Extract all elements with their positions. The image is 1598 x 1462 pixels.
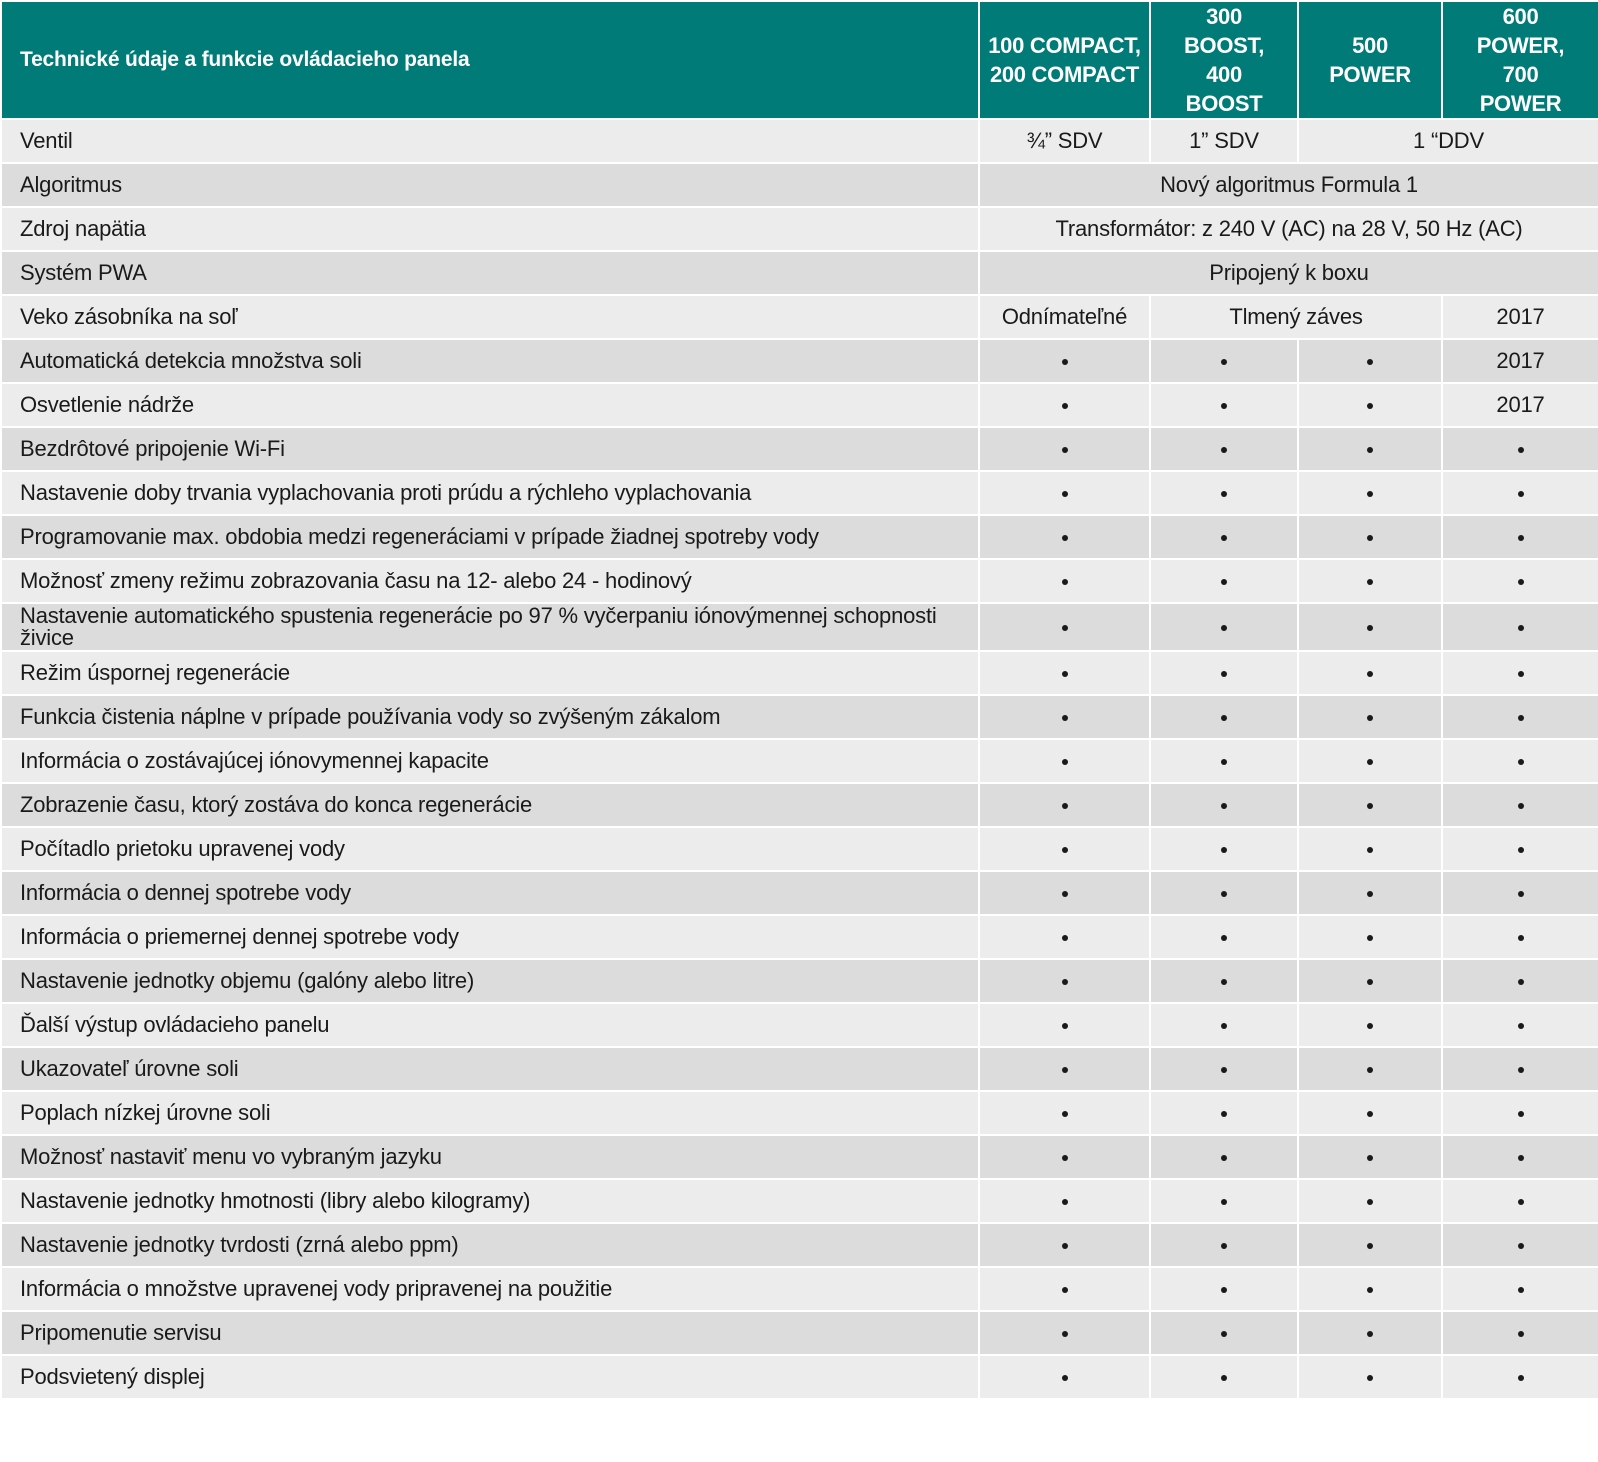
table-title: Technické údaje a funkcie ovládacieho panela xyxy=(1,1,979,119)
table-row xyxy=(1,1223,1598,1267)
value-cell xyxy=(1298,827,1442,871)
bullet-dot-icon xyxy=(1062,491,1068,497)
table-row xyxy=(1,1003,1598,1047)
table-row xyxy=(1,207,1598,251)
value-cell xyxy=(979,339,1150,383)
bullet-dot-icon xyxy=(1367,803,1373,809)
table-row xyxy=(1,915,1598,959)
value-cell xyxy=(979,959,1150,1003)
model-header-100-200-compact: 100 COMPACT, 200 COMPACT xyxy=(979,1,1150,119)
bullet-dot-icon xyxy=(1367,1155,1373,1161)
value-cell xyxy=(1298,383,1442,427)
table-row xyxy=(1,295,1598,339)
value-cell xyxy=(1298,915,1442,959)
value-cell xyxy=(1150,1091,1298,1135)
feature-label: Podsvietený displej xyxy=(1,1355,979,1399)
bullet-dot-icon xyxy=(1518,759,1524,765)
value-cell xyxy=(979,1003,1150,1047)
value-cell: Tlmený záves xyxy=(1150,295,1442,339)
table-row xyxy=(1,1311,1598,1355)
model-header-500-power: 500 POWER xyxy=(1298,1,1442,119)
bullet-dot-icon xyxy=(1062,447,1068,453)
value-cell xyxy=(1298,339,1442,383)
bullet-dot-icon xyxy=(1221,1375,1227,1381)
value-cell xyxy=(1442,515,1598,559)
value-cell xyxy=(1150,915,1298,959)
bullet-dot-icon xyxy=(1221,1199,1227,1205)
value-cell xyxy=(979,695,1150,739)
value-cell xyxy=(1150,783,1298,827)
bullet-dot-icon xyxy=(1367,979,1373,985)
value-cell: 1” SDV xyxy=(1150,119,1298,163)
feature-label: Zdroj napätia xyxy=(1,207,979,251)
bullet-dot-icon xyxy=(1367,759,1373,765)
bullet-dot-icon xyxy=(1367,447,1373,453)
value-cell xyxy=(1442,1047,1598,1091)
value-cell xyxy=(1150,1003,1298,1047)
value-cell xyxy=(1442,1355,1598,1399)
bullet-dot-icon xyxy=(1221,359,1227,365)
value-cell: 2017 xyxy=(1442,383,1598,427)
value-cell xyxy=(1442,1135,1598,1179)
value-cell xyxy=(1442,1003,1598,1047)
value-cell xyxy=(1442,739,1598,783)
feature-label: Režim úspornej regenerácie xyxy=(1,651,979,695)
value-cell xyxy=(979,559,1150,603)
value-cell: 1 “DDV xyxy=(1298,119,1598,163)
bullet-dot-icon xyxy=(1367,359,1373,365)
value-cell xyxy=(979,383,1150,427)
value-cell xyxy=(1298,559,1442,603)
table-row xyxy=(1,651,1598,695)
bullet-dot-icon xyxy=(1518,891,1524,897)
bullet-dot-icon xyxy=(1518,1111,1524,1117)
value-cell xyxy=(1298,959,1442,1003)
value-cell xyxy=(1150,871,1298,915)
feature-label: Nastavenie jednotky objemu (galóny alebo litre) xyxy=(1,959,979,1003)
table-header xyxy=(1,1,1598,119)
bullet-dot-icon xyxy=(1062,935,1068,941)
table-row xyxy=(1,1135,1598,1179)
bullet-dot-icon xyxy=(1221,1023,1227,1029)
feature-label: Nastavenie jednotky tvrdosti (zrná alebo ppm) xyxy=(1,1223,979,1267)
bullet-dot-icon xyxy=(1367,715,1373,721)
value-cell xyxy=(979,1311,1150,1355)
bullet-dot-icon xyxy=(1062,579,1068,585)
value-cell xyxy=(1442,783,1598,827)
bullet-dot-icon xyxy=(1221,1111,1227,1117)
value-cell xyxy=(1442,871,1598,915)
value-cell xyxy=(979,827,1150,871)
bullet-dot-icon xyxy=(1221,1155,1227,1161)
bullet-dot-icon xyxy=(1221,535,1227,541)
bullet-dot-icon xyxy=(1367,1287,1373,1293)
table-row xyxy=(1,119,1598,163)
bullet-dot-icon xyxy=(1062,403,1068,409)
bullet-dot-icon xyxy=(1367,1331,1373,1337)
feature-label: Informácia o dennej spotrebe vody xyxy=(1,871,979,915)
feature-label: Ďalší výstup ovládacieho panelu xyxy=(1,1003,979,1047)
table-body xyxy=(1,119,1598,1399)
value-cell xyxy=(1150,1179,1298,1223)
value-cell xyxy=(1298,1355,1442,1399)
value-cell xyxy=(1150,1355,1298,1399)
value-cell xyxy=(979,1091,1150,1135)
bullet-dot-icon xyxy=(1518,1375,1524,1381)
table-row xyxy=(1,959,1598,1003)
value-cell xyxy=(979,1355,1150,1399)
feature-label: Ukazovateľ úrovne soli xyxy=(1,1047,979,1091)
value-cell xyxy=(1442,959,1598,1003)
model-header-300-400-boost: 300 BOOST, 400 BOOST xyxy=(1150,1,1298,119)
value-cell xyxy=(1150,515,1298,559)
table-row xyxy=(1,163,1598,207)
value-cell xyxy=(1298,1311,1442,1355)
bullet-dot-icon xyxy=(1518,1331,1524,1337)
table-row xyxy=(1,695,1598,739)
model-header-600-700-power: 600 POWER, 700 POWER xyxy=(1442,1,1598,119)
bullet-dot-icon xyxy=(1367,671,1373,677)
bullet-dot-icon xyxy=(1221,1067,1227,1073)
bullet-dot-icon xyxy=(1221,803,1227,809)
bullet-dot-icon xyxy=(1367,491,1373,497)
bullet-dot-icon xyxy=(1518,625,1524,631)
bullet-dot-icon xyxy=(1367,625,1373,631)
bullet-dot-icon xyxy=(1062,671,1068,677)
value-cell: 2017 xyxy=(1442,339,1598,383)
value-cell xyxy=(1150,1135,1298,1179)
feature-label: Bezdrôtové pripojenie Wi-Fi xyxy=(1,427,979,471)
value-cell xyxy=(1442,471,1598,515)
value-cell xyxy=(979,1135,1150,1179)
table-row xyxy=(1,827,1598,871)
value-cell xyxy=(1150,427,1298,471)
value-cell xyxy=(1150,339,1298,383)
value-cell xyxy=(1150,695,1298,739)
bullet-dot-icon xyxy=(1367,1375,1373,1381)
table-row xyxy=(1,1091,1598,1135)
bullet-dot-icon xyxy=(1367,535,1373,541)
value-cell xyxy=(979,603,1150,651)
bullet-dot-icon xyxy=(1221,891,1227,897)
feature-label: Funkcia čistenia náplne v prípade používania vody so zvýšeným zákalom xyxy=(1,695,979,739)
bullet-dot-icon xyxy=(1062,1067,1068,1073)
value-cell xyxy=(1442,1179,1598,1223)
bullet-dot-icon xyxy=(1518,535,1524,541)
value-cell xyxy=(1298,1179,1442,1223)
bullet-dot-icon xyxy=(1062,1155,1068,1161)
table-row xyxy=(1,559,1598,603)
bullet-dot-icon xyxy=(1062,759,1068,765)
feature-label: Počítadlo prietoku upravenej vody xyxy=(1,827,979,871)
bullet-dot-icon xyxy=(1518,1067,1524,1073)
value-cell xyxy=(979,427,1150,471)
feature-label: Veko zásobníka na soľ xyxy=(1,295,979,339)
table-row xyxy=(1,1047,1598,1091)
value-cell xyxy=(1150,1223,1298,1267)
value-cell xyxy=(1298,1091,1442,1135)
bullet-dot-icon xyxy=(1367,1067,1373,1073)
value-cell xyxy=(1150,1047,1298,1091)
feature-label: Možnosť nastaviť menu vo vybraným jazyku xyxy=(1,1135,979,1179)
bullet-dot-icon xyxy=(1518,491,1524,497)
value-cell xyxy=(1150,827,1298,871)
feature-label: Systém PWA xyxy=(1,251,979,295)
bullet-dot-icon xyxy=(1367,1111,1373,1117)
bullet-dot-icon xyxy=(1518,1287,1524,1293)
value-cell xyxy=(979,1179,1150,1223)
value-cell xyxy=(979,915,1150,959)
value-cell xyxy=(1150,959,1298,1003)
table-row xyxy=(1,603,1598,651)
bullet-dot-icon xyxy=(1221,847,1227,853)
bullet-dot-icon xyxy=(1518,979,1524,985)
value-cell xyxy=(1298,427,1442,471)
value-cell xyxy=(979,1223,1150,1267)
bullet-dot-icon xyxy=(1221,1243,1227,1249)
bullet-dot-icon xyxy=(1221,579,1227,585)
bullet-dot-icon xyxy=(1062,1023,1068,1029)
value-cell xyxy=(1442,695,1598,739)
bullet-dot-icon xyxy=(1062,1243,1068,1249)
value-cell xyxy=(1298,1047,1442,1091)
value-cell xyxy=(1150,1311,1298,1355)
bullet-dot-icon xyxy=(1221,447,1227,453)
table-row xyxy=(1,783,1598,827)
value-cell xyxy=(1442,1267,1598,1311)
value-cell xyxy=(1298,1135,1442,1179)
value-cell xyxy=(1442,427,1598,471)
bullet-dot-icon xyxy=(1221,759,1227,765)
table-row xyxy=(1,339,1598,383)
value-cell xyxy=(1150,559,1298,603)
value-cell xyxy=(1150,651,1298,695)
table-row xyxy=(1,383,1598,427)
value-cell xyxy=(1298,783,1442,827)
bullet-dot-icon xyxy=(1221,1331,1227,1337)
value-cell xyxy=(1298,739,1442,783)
value-cell xyxy=(979,471,1150,515)
feature-label: Nastavenie automatického spustenia regenerácie po 97 % vyčerpaniu iónovýmennej schopnosti živice xyxy=(1,603,979,651)
bullet-dot-icon xyxy=(1062,1111,1068,1117)
feature-label: Zobrazenie času, ktorý zostáva do konca regenerácie xyxy=(1,783,979,827)
value-cell: Transformátor: z 240 V (AC) na 28 V, 50 Hz (AC) xyxy=(979,207,1598,251)
table-row xyxy=(1,871,1598,915)
bullet-dot-icon xyxy=(1518,847,1524,853)
feature-label: Informácia o zostávajúcej iónovymennej kapacite xyxy=(1,739,979,783)
bullet-dot-icon xyxy=(1221,1287,1227,1293)
bullet-dot-icon xyxy=(1367,1199,1373,1205)
value-cell xyxy=(1442,1223,1598,1267)
value-cell xyxy=(1442,559,1598,603)
bullet-dot-icon xyxy=(1062,1375,1068,1381)
bullet-dot-icon xyxy=(1221,625,1227,631)
table-row xyxy=(1,251,1598,295)
value-cell xyxy=(979,739,1150,783)
value-cell xyxy=(1150,383,1298,427)
bullet-dot-icon xyxy=(1518,1023,1524,1029)
feature-label: Možnosť zmeny režimu zobrazovania času na 12- alebo 24 - hodinový xyxy=(1,559,979,603)
value-cell xyxy=(979,1047,1150,1091)
bullet-dot-icon xyxy=(1518,1243,1524,1249)
feature-label: Informácia o množstve upravenej vody pripravenej na použitie xyxy=(1,1267,979,1311)
value-cell xyxy=(1442,915,1598,959)
bullet-dot-icon xyxy=(1518,935,1524,941)
value-cell xyxy=(1150,603,1298,651)
bullet-dot-icon xyxy=(1062,1331,1068,1337)
bullet-dot-icon xyxy=(1062,625,1068,631)
table-row xyxy=(1,1355,1598,1399)
value-cell: 2017 xyxy=(1442,295,1598,339)
value-cell xyxy=(1442,827,1598,871)
feature-label: Informácia o priemernej dennej spotrebe vody xyxy=(1,915,979,959)
feature-label: Poplach nízkej úrovne soli xyxy=(1,1091,979,1135)
bullet-dot-icon xyxy=(1518,579,1524,585)
value-cell xyxy=(1298,1003,1442,1047)
value-cell xyxy=(1442,1091,1598,1135)
bullet-dot-icon xyxy=(1367,1023,1373,1029)
value-cell xyxy=(979,871,1150,915)
feature-label: Automatická detekcia množstva soli xyxy=(1,339,979,383)
table-row xyxy=(1,1179,1598,1223)
value-cell xyxy=(979,651,1150,695)
value-cell: ¾” SDV xyxy=(979,119,1150,163)
value-cell xyxy=(1298,471,1442,515)
bullet-dot-icon xyxy=(1221,491,1227,497)
feature-label: Ventil xyxy=(1,119,979,163)
bullet-dot-icon xyxy=(1062,535,1068,541)
bullet-dot-icon xyxy=(1062,715,1068,721)
value-cell xyxy=(1442,603,1598,651)
header-row xyxy=(1,1,1598,119)
table-row xyxy=(1,471,1598,515)
bullet-dot-icon xyxy=(1518,715,1524,721)
bullet-dot-icon xyxy=(1518,671,1524,677)
value-cell: Nový algoritmus Formula 1 xyxy=(979,163,1598,207)
bullet-dot-icon xyxy=(1367,935,1373,941)
bullet-dot-icon xyxy=(1221,715,1227,721)
bullet-dot-icon xyxy=(1062,1287,1068,1293)
feature-label: Nastavenie doby trvania vyplachovania proti prúdu a rýchleho vyplachovania xyxy=(1,471,979,515)
value-cell xyxy=(1442,1311,1598,1355)
bullet-dot-icon xyxy=(1062,979,1068,985)
bullet-dot-icon xyxy=(1221,979,1227,985)
bullet-dot-icon xyxy=(1221,403,1227,409)
feature-label: Algoritmus xyxy=(1,163,979,207)
bullet-dot-icon xyxy=(1221,935,1227,941)
value-cell xyxy=(1150,739,1298,783)
bullet-dot-icon xyxy=(1062,847,1068,853)
value-cell xyxy=(1150,471,1298,515)
value-cell xyxy=(1298,651,1442,695)
bullet-dot-icon xyxy=(1062,1199,1068,1205)
feature-label: Pripomenutie servisu xyxy=(1,1311,979,1355)
bullet-dot-icon xyxy=(1367,403,1373,409)
table-row xyxy=(1,515,1598,559)
value-cell xyxy=(979,515,1150,559)
table-row xyxy=(1,427,1598,471)
value-cell xyxy=(1298,1223,1442,1267)
value-cell xyxy=(979,783,1150,827)
bullet-dot-icon xyxy=(1062,359,1068,365)
feature-label: Osvetlenie nádrže xyxy=(1,383,979,427)
value-cell xyxy=(1298,603,1442,651)
bullet-dot-icon xyxy=(1518,447,1524,453)
bullet-dot-icon xyxy=(1062,891,1068,897)
value-cell: Pripojený k boxu xyxy=(979,251,1598,295)
value-cell xyxy=(1442,651,1598,695)
table-row xyxy=(1,739,1598,783)
bullet-dot-icon xyxy=(1518,1155,1524,1161)
value-cell xyxy=(1298,1267,1442,1311)
value-cell xyxy=(979,1267,1150,1311)
table-row xyxy=(1,1267,1598,1311)
bullet-dot-icon xyxy=(1518,1199,1524,1205)
bullet-dot-icon xyxy=(1062,803,1068,809)
value-cell xyxy=(1298,515,1442,559)
bullet-dot-icon xyxy=(1518,803,1524,809)
value-cell xyxy=(1298,871,1442,915)
bullet-dot-icon xyxy=(1367,1243,1373,1249)
feature-label: Nastavenie jednotky hmotnosti (libry alebo kilogramy) xyxy=(1,1179,979,1223)
value-cell xyxy=(1298,695,1442,739)
feature-label: Programovanie max. obdobia medzi regeneráciami v prípade žiadnej spotreby vody xyxy=(1,515,979,559)
value-cell xyxy=(1150,1267,1298,1311)
bullet-dot-icon xyxy=(1367,891,1373,897)
bullet-dot-icon xyxy=(1367,847,1373,853)
bullet-dot-icon xyxy=(1221,671,1227,677)
bullet-dot-icon xyxy=(1367,579,1373,585)
value-cell: Odnímateľné xyxy=(979,295,1150,339)
